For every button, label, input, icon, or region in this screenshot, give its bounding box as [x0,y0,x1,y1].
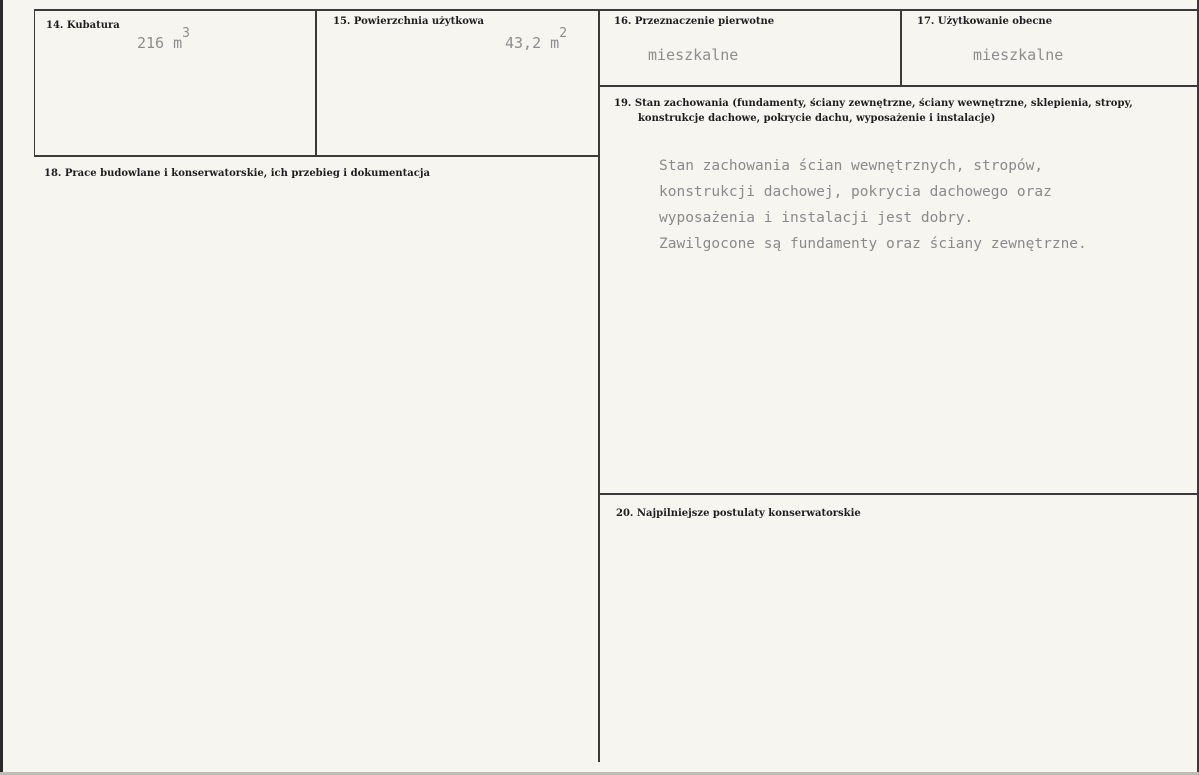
field-19-label-line2: konstrukcje dachowe, pokrycie dachu, wyposażenie i instalacje) [638,113,996,124]
field-17-value: mieszkalne [973,46,1064,64]
field-15-value [505,26,568,52]
line-under-16-17 [599,85,1197,87]
text-line: Zawilgocone są fundamenty oraz ściany zewnętrzne. [659,236,1087,252]
text-line: Stan zachowania ścian wewnętrznych, stropów, [659,158,1044,174]
divider-14-15 [315,9,317,156]
field-16-value: mieszkalne [648,46,739,64]
field-16-label: 16. Przeznaczenie pierwotne [614,16,775,27]
field-18-label: 18. Prace budowlane i konserwatorskie, ich przebieg i dokumentacja [44,168,430,179]
line-under-19 [599,493,1197,495]
top-border-line [34,9,1197,11]
divider-16-17 [900,9,902,86]
kubatura-unit-exponent: 3 [182,26,190,41]
powierzchnia-value: 43,2 m [505,34,560,52]
text-line: konstrukcji dachowej, pokrycia dachowego oraz [659,184,1052,200]
card-left-edge [0,0,3,775]
field-17-label: 17. Użytkowanie obecne [917,16,1053,27]
field-19-label-line1: 19. Stan zachowania (fundamenty, ściany zewnętrzne, ściany wewnętrzne, sklepienia, stropy, [614,98,1133,109]
field-19-typed-text [659,153,1087,257]
divider-left-right-column [598,9,600,762]
field-20-label: 20. Najpilniejsze postulaty konserwatorskie [616,508,861,519]
left-border-line [34,9,35,157]
field-15-label: 15. Powierzchnia użytkowa [333,16,484,27]
field-14-value [137,26,190,52]
line-under-14-15 [34,155,599,157]
powierzchnia-unit-exponent: 2 [559,26,568,41]
kubatura-value: 216 m [137,34,183,52]
text-line: wyposażenia i instalacji jest dobry. [659,210,974,226]
field-14-label: 14. Kubatura [46,20,120,31]
